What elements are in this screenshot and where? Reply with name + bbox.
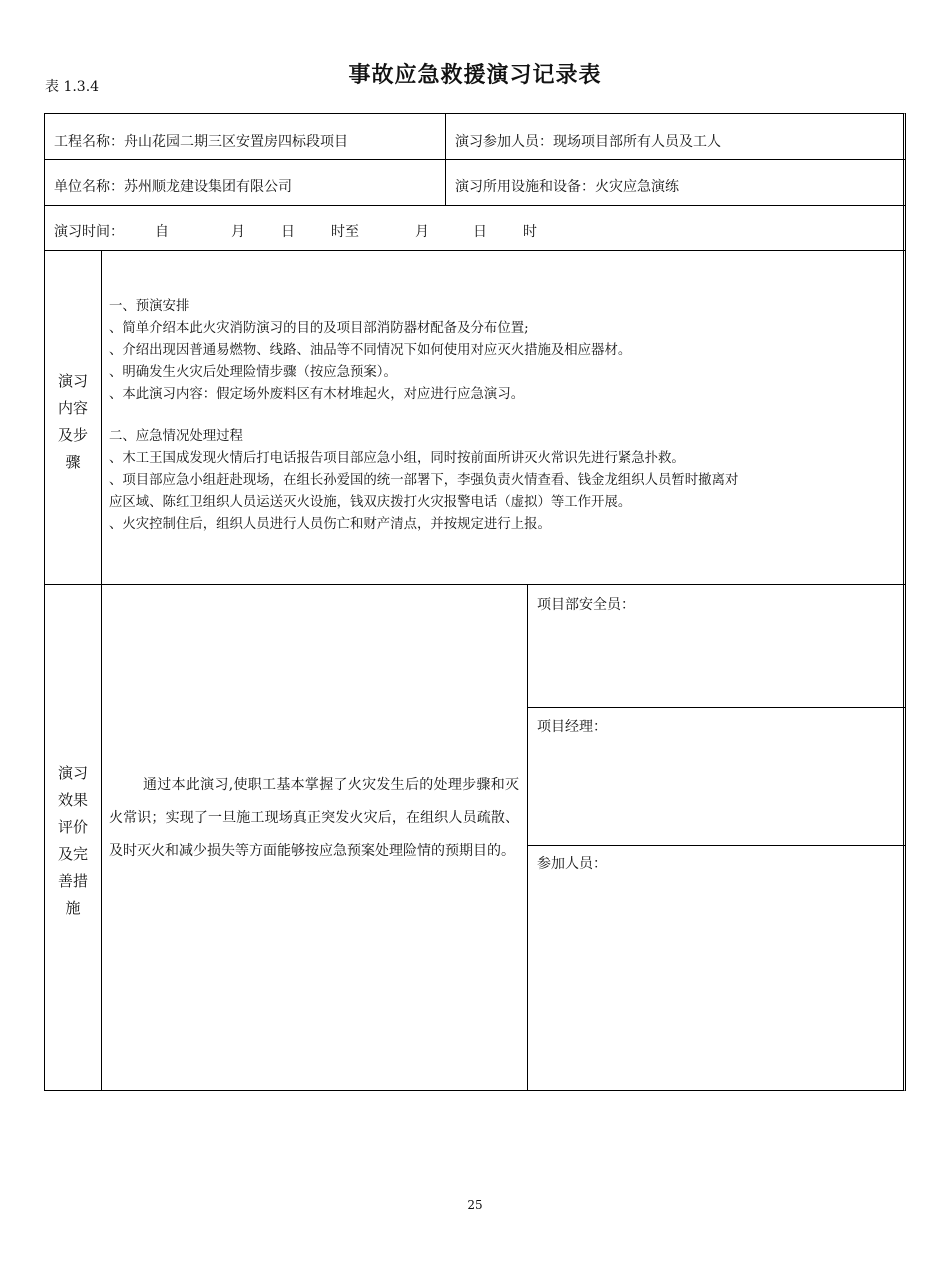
column-divider [445,114,446,205]
time-day-1: 日 [281,224,295,240]
content-line: 、本此演习内容：假定场外废料区有木材堆起火，对应进行应急演习。 [109,387,525,402]
unit-name: 单位名称：苏州顺龙建设集团有限公司 [54,179,292,195]
row-divider [527,707,905,708]
equipment: 演习所用设施和设备：火灾应急演练 [455,179,679,195]
content-section-label [45,368,101,476]
time-hour-2: 时 [523,224,537,240]
drill-content [109,296,904,536]
table-id: 表 1.3.4 [45,79,100,95]
page-number: 25 [467,1198,483,1212]
label-line: 及步 [57,426,88,444]
content-heading: 二、应急情况处理过程 [109,429,243,444]
time-from: 自 [155,224,169,240]
participants: 演习参加人员：现场项目部所有人员及工人 [455,134,721,150]
content-line: 、项目部应急小组赶赴现场，在组长孙爱国的统一部署下，李强负责火情查看、钱金龙组织人员暂时撤离对 [109,473,739,488]
label-line: 内容 [57,399,88,417]
label-line: 评价 [57,818,88,836]
column-divider [527,584,528,1090]
label-line: 善措 [57,872,88,890]
content-line: 、介绍出现因普通易燃物、线路、油品等不同情况下如何使用对应灭火措施及相应器材。 [109,343,632,358]
label-line: 演习 [57,764,88,782]
drill-record-form [44,113,906,1091]
content-line: 、明确发生火灾后处理险情步骤（按应急预案）。 [109,365,397,380]
time-day-2: 日 [473,224,487,240]
row-divider [45,159,905,160]
row-divider [45,205,905,206]
time-month-2: 月 [415,224,429,240]
participants-sign-label: 参加人员： [537,856,607,872]
safety-officer-label: 项目部安全员： [537,597,635,613]
row-divider [527,845,905,846]
label-line: 及完 [57,845,88,863]
time-month-1: 月 [231,224,245,240]
project-manager-label: 项目经理： [537,719,607,735]
label-line: 效果 [57,791,88,809]
content-line: 、火灾控制住后，组织人员进行人员伤亡和财产清点，并按规定进行上报。 [109,517,551,532]
content-heading: 一、预演安排 [109,299,190,314]
label-line: 演习 [57,372,88,390]
row-divider [45,584,905,585]
content-line: 应区域、陈红卫组织人员运送灭火设施，钱双庆拨打火灾报警电话（虚拟）等工作开展。 [109,495,632,510]
project-name: 工程名称：舟山花园二期三区安置房四标段项目 [54,134,348,150]
label-line: 骤 [65,453,81,471]
content-line: 、木工王国成发现火情后打电话报告项目部应急小组，同时按前面所讲灭火常识先进行紧急扑救。 [109,451,685,466]
time-hour-to: 时至 [331,224,359,240]
evaluation-text [109,769,519,868]
evaluation-paragraph: 通过本此演习,使职工基本掌握了火灾发生后的处理步骤和灭火常识；实现了一旦施工现场真正突发火灾后，在组织人员疏散、及时灭火和减少损失等方面能够按应急预案处理险情的预期目的。 [109,777,519,859]
label-line: 施 [65,899,81,917]
document-title: 事故应急救援演习记录表 [348,63,602,88]
time-label: 演习时间： [54,224,124,240]
evaluation-section-label [45,760,101,922]
column-divider [101,250,102,1090]
content-line: 、简单介绍本此火灾消防演习的目的及项目部消防器材配备及分布位置; [109,321,529,336]
row-divider [45,250,905,251]
